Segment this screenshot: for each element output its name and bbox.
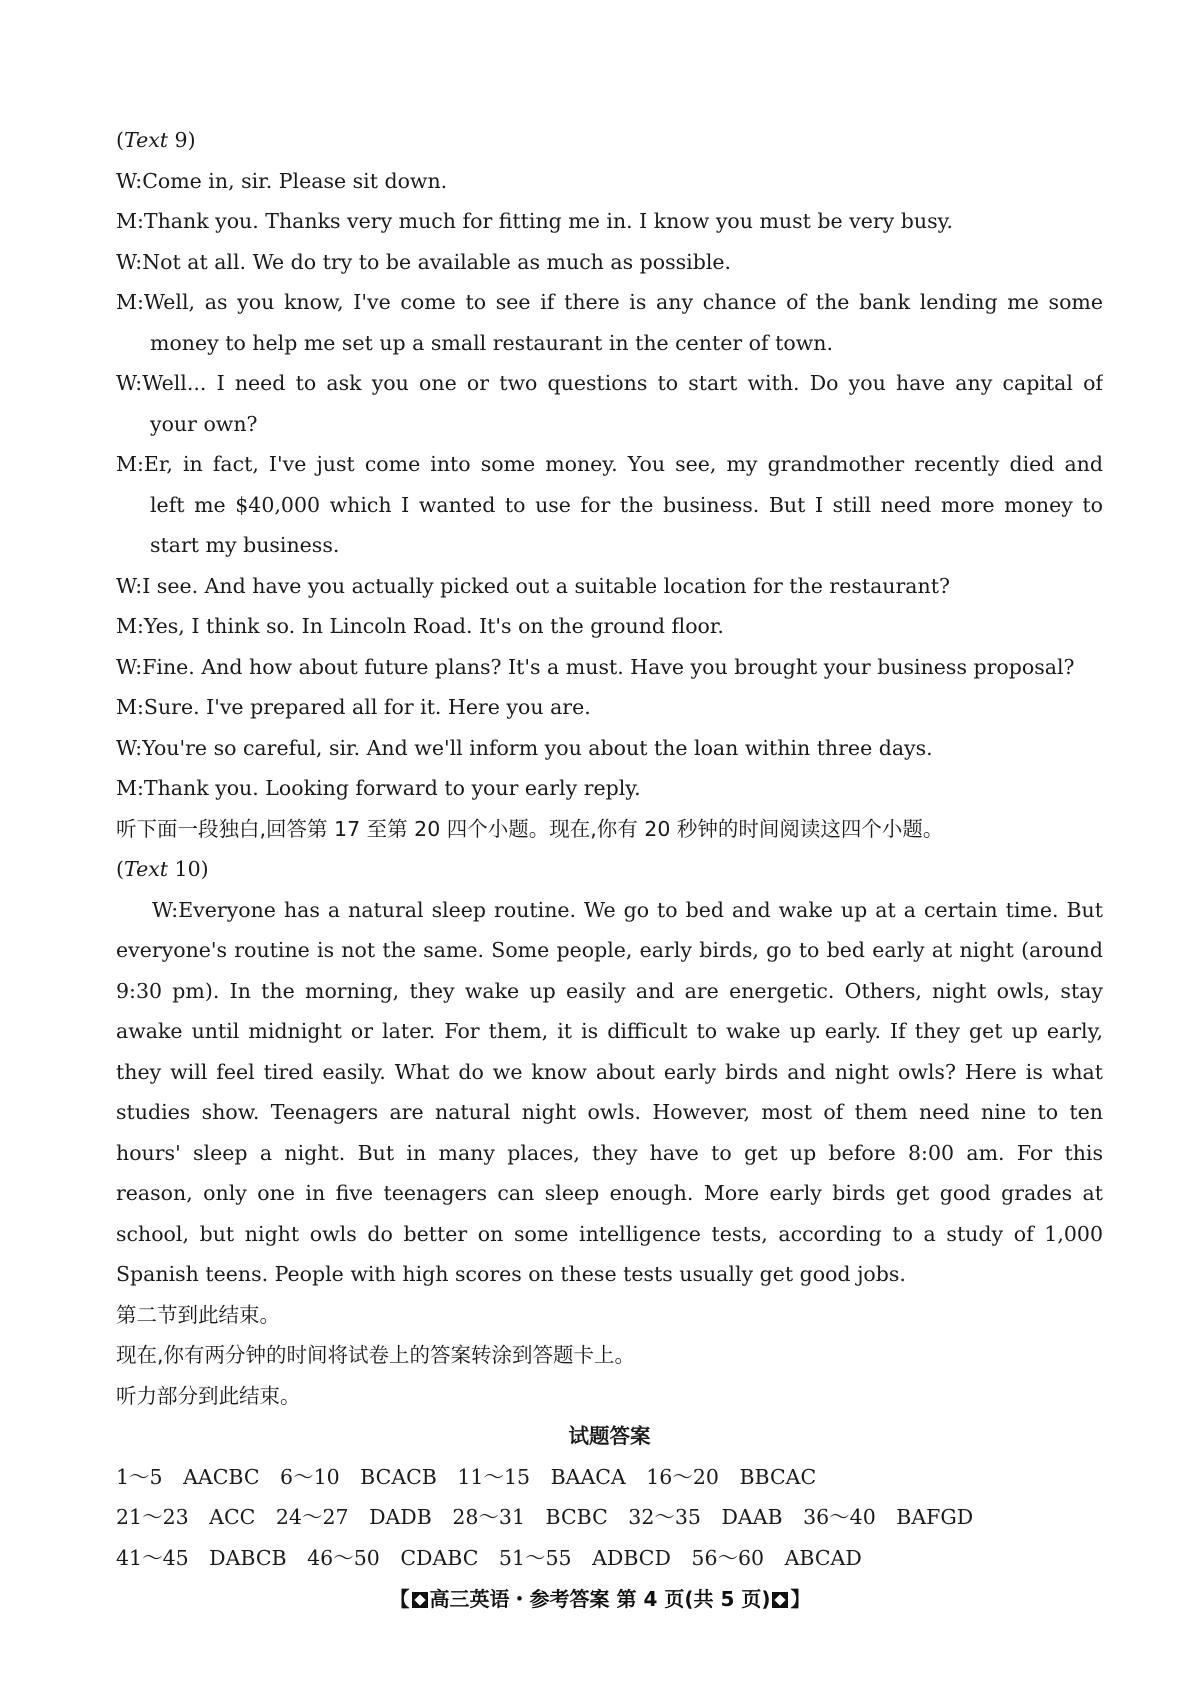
dialogue-line: M:Well, as you know, I've come to see if there is any chance of the bank lending me some [116,290,1103,314]
answers-title: 试题答案 [568,1424,651,1448]
answers-line: 41～45 DABCB 46～50 CDABC 51～55 ADBCD 56～60 ABCAD [116,1545,862,1570]
monologue-line: school, but night owls do better on some intelligence tests, according to a study of 1,000 [116,1221,1103,1246]
dialogue-line: M:Thank you. Looking forward to your early reply. [116,776,641,800]
dialogue-line: start my business. [150,533,340,557]
dialogue-line: M:Thank you. Thanks very much for fitting me in. I know you must be very busy. [116,209,953,233]
monologue-line: 9:30 pm). In the morning, they wake up easily and are energetic. Others, night owls, stay [116,978,1103,1003]
document-page [116,120,1103,1578]
footer-right-bracket: 】 [790,1587,811,1611]
monologue-line: Spanish teens. People with high scores on these tests usually get good jobs. [116,1262,906,1286]
answers-line: 21～23 ACC 24～27 DADB 28～31 BCBC 32～35 DAAB 36～40 BAFGD [116,1505,974,1529]
dialogue-line: W:You're so careful, sir. And we'll inform you about the loan within three days. [116,735,933,760]
monologue-line: they will feel tired easily. What do we know about early birds and night owls? Here is what [116,1059,1103,1084]
dialogue-line: money to help me set up a small restaurant in the center of town. [150,330,833,355]
diamond-icon [412,1592,428,1608]
monologue-line: awake until midnight or later. For them, it is difficult to wake up early. If they get up early, [116,1019,1103,1043]
dialogue-line: your own? [150,411,258,436]
dialogue-line: W:Not at all. We do try to be available as much as possible. [116,249,732,274]
dialogue-line: M:Sure. I've prepared all for it. Here you are. [116,695,591,719]
monologue-line: everyone's routine is not the same. Some people, early birds, go to bed early at night (around [116,938,1103,962]
text9-label: (Text 9) [116,128,196,152]
dialogue-line: M:Er, in fact, I've just come into some money. You see, my grandmother recently died and [116,452,1103,476]
closing-line: 听力部分到此结束。 [116,1383,301,1408]
answers-line: 1～5 AACBC 6～10 BCACB 11～15 BAACA 16～20 BBCAC [116,1464,817,1489]
monologue-line: hours' sleep a night. But in many places, they have to get up before 8:00 am. For this [116,1140,1103,1165]
monologue-line: W:Everyone has a natural sleep routine. We go to bed and wake up at a certain time. But [152,897,1103,922]
footer-text: 高三英语・参考答案 第 4 页(共 5 页) [429,1587,771,1611]
dialogue-line: M:Yes, I think so. In Lincoln Road. It's on the ground floor. [116,614,724,638]
diamond-icon [772,1592,788,1608]
closing-line: 第二节到此结束。 [116,1302,280,1327]
closing-line: 现在,你有两分钟的时间将试卷上的答案转涂到答题卡上。 [116,1343,636,1367]
dialogue-line: left me $40,000 which I wanted to use for the business. But I still need more money to [150,492,1103,517]
dialogue-line: W:Well... I need to ask you one or two questions to start with. Do you have any capital of [116,371,1103,395]
instruction-text10: 听下面一段独白,回答第 17 至第 20 四个小题。现在,你有 20 秒钟的时间阅读这四个小题。 [116,816,944,841]
monologue-line: studies show. Teenagers are natural night owls. However, most of them need nine to ten [116,1100,1103,1124]
dialogue-line: W:I see. And have you actually picked out a suitable location for the restaurant? [116,573,950,598]
page-footer [0,1583,1200,1612]
monologue-line: reason, only one in five teenagers can sleep enough. More early birds get good grades at [116,1181,1103,1205]
dialogue-line: W:Fine. And how about future plans? It's a must. Have you brought your business proposal? [116,654,1075,679]
text10-label: (Text 10) [116,857,209,881]
dialogue-line: W:Come in, sir. Please sit down. [116,168,448,193]
footer-left-bracket: 【 [389,1587,410,1611]
